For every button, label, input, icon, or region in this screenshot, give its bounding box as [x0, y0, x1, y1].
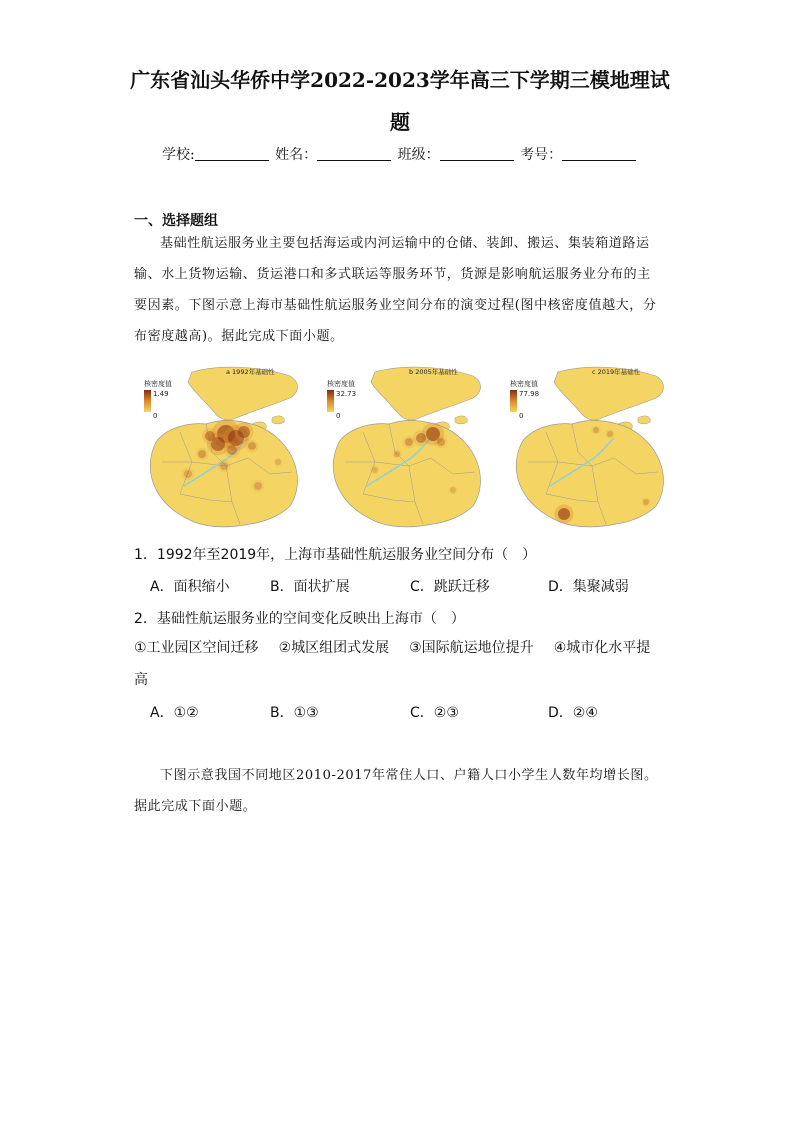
legend-min: 0 — [519, 412, 524, 420]
q2-statement-4-wrap: 高 — [134, 672, 148, 688]
map-panel-1992 — [140, 362, 312, 532]
q1-option-c[interactable]: C．跳跃迁移 — [410, 579, 490, 595]
class-label: 班级： — [397, 147, 440, 163]
q2-option-c[interactable]: C．②③ — [410, 705, 459, 721]
q2-option-a[interactable]: A．①② — [150, 705, 199, 721]
id-blank[interactable] — [562, 146, 636, 161]
id-label: 考号： — [520, 147, 563, 163]
map-caption: a 1992年基础性 — [226, 368, 275, 376]
legend-color-bar — [327, 390, 334, 412]
passage-students: 下图示意我国不同地区2010-2017年常住人口、户籍人口小学生人数年均增长图。据此完成下面小题。 — [134, 768, 658, 814]
q1-option-d[interactable]: D．集聚减弱 — [548, 579, 629, 595]
legend-color-bar — [144, 390, 151, 412]
school-label: 学校: — [162, 147, 195, 163]
q2-statement-3: ③国际航运地位提升 — [409, 640, 534, 656]
legend-max: 32.73 — [336, 390, 357, 398]
student-info-row — [162, 144, 638, 164]
question-2-stem: 2．基础性航运服务业的空间变化反映出上海市（ ） — [134, 611, 465, 627]
q1-option-a[interactable]: A．面积缩小 — [150, 579, 230, 595]
legend-max: 77.98 — [519, 390, 540, 398]
q1-option-b[interactable]: B．面状扩展 — [270, 579, 350, 595]
map-panel-2019 — [506, 362, 678, 532]
question-1-stem: 1．1992年至2019年，上海市基础性航运服务业空间分布（ ） — [134, 547, 537, 563]
q2-statement-1: ①工业园区空间迁移 — [134, 640, 259, 656]
section-heading: 一、选择题组 — [134, 213, 218, 229]
legend-title: 核密度值 — [510, 380, 538, 388]
map-panel-2005 — [323, 362, 495, 532]
question-2-statements — [134, 632, 674, 696]
map-caption: b 2005年基础性 — [409, 368, 458, 376]
q2-statement-2: ②城区组团式发展 — [278, 640, 390, 656]
q2-option-b[interactable]: B．①③ — [270, 705, 319, 721]
name-blank[interactable] — [317, 146, 391, 161]
map-caption: c 2019年基础性 — [592, 368, 641, 376]
q2-statement-4: ④城市化水平提 — [553, 640, 651, 656]
legend-min: 0 — [153, 412, 158, 420]
legend-title: 核密度值 — [327, 380, 355, 388]
legend-min: 0 — [336, 412, 341, 420]
exam-title-line2: 题 — [390, 110, 410, 134]
kernel-density-figure — [140, 362, 670, 532]
class-blank[interactable] — [440, 146, 514, 161]
q2-option-d[interactable]: D．②④ — [548, 705, 598, 721]
school-blank[interactable] — [195, 146, 269, 161]
exam-title-line1: 广东省汕头华侨中学2022-2023学年高三下学期三模地理试 — [130, 68, 670, 92]
name-label: 姓名： — [275, 147, 318, 163]
passage-shipping: 基础性航运服务业主要包括海运或内河运输中的仓储、装卸、搬运、集装箱道路运输、水上货物运输、货运港口和多式联运等服务环节，货源是影响航运服务业分布的主要因素。下图示意上海市基础性航运服务业空间分布的演变过程(图中核密度值越大，分布密度越高)。据此完成下面小题。 — [134, 236, 657, 344]
legend-max: 1.49 — [153, 390, 169, 398]
legend-title: 核密度值 — [144, 380, 172, 388]
legend-color-bar — [510, 390, 517, 412]
